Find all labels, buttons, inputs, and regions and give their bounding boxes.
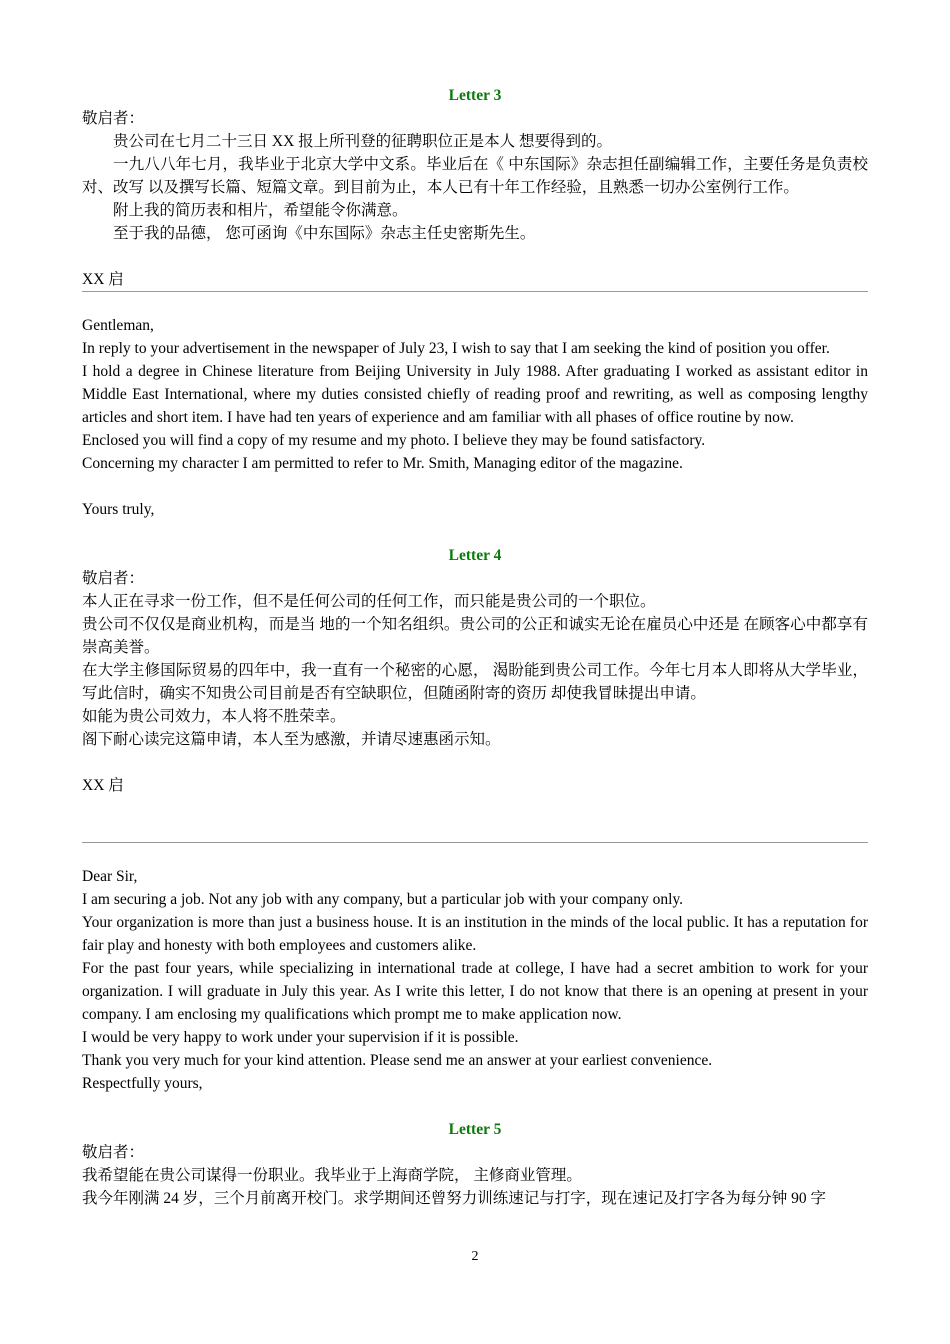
salutation-cn: 敬启者： <box>82 570 145 587</box>
paragraph-en: Thank you very much for your kind attention. Please send me an answer at your earliest convenience. <box>82 1052 713 1069</box>
letter-heading: Letter 3 <box>448 87 502 104</box>
salutation-cn: 敬启者： <box>82 110 145 127</box>
paragraph-en: I hold a degree in Chinese literature from Beijing University in July 1988. After graduating I worked as assistant editor in Middle East International, where my duties consisted chiefly of reading proof and rewriting, as well as composing lengthy articles and short item. I have had ten years of experience and am familiar with all phases of office routine by now. <box>82 363 868 426</box>
paragraph-en: For the past four years, while specializing in international trade at college, I have had a secret ambition to work for your organization. I will graduate in July this year. As I write this letter, I do not know that there is an opening at present in your company. I am enclosing my qualifications which prompt me to make application now. <box>82 960 868 1023</box>
paragraph-en: Concerning my character I am permitted to refer to Mr. Smith, Managing editor of the magazine. <box>82 455 683 472</box>
paragraph-cn: 阁下耐心读完这篇申请，本人至为感激，并请尽速惠函示知。 <box>82 731 501 748</box>
paragraph-cn: 本人正在寻求一份工作，但不是任何公司的任何工作，而只能是贵公司的一个职位。 <box>82 593 656 610</box>
paragraph-cn: 附上我的简历表和相片，希望能令你满意。 <box>113 202 408 219</box>
paragraph-cn: 如能为贵公司效力，本人将不胜荣幸。 <box>82 708 346 725</box>
page-number: 2 <box>471 1249 479 1264</box>
paragraph-cn: 至于我的品德， 您可函询《中东国际》杂志主任史密斯先生。 <box>113 225 536 242</box>
paragraph-cn: 我今年刚满 24 岁，三个月前离开校门。求学期间还曾努力训练速记与打字，现在速记及打字各为每分钟 90 字 <box>82 1190 827 1207</box>
signature-cn: XX 启 <box>82 777 124 794</box>
paragraph-cn: 我希望能在贵公司谋得一份职业。我毕业于上海商学院， 主修商业管理。 <box>82 1167 582 1184</box>
document-page <box>82 84 868 1210</box>
letter-heading: Letter 4 <box>448 547 502 564</box>
salutation-en: Gentleman, <box>82 317 154 334</box>
closing-en: Yours truly, <box>82 501 155 518</box>
paragraph-cn: 贵公司在七月二十三日 XX 报上所刊登的征聘职位正是本人 想要得到的。 <box>113 133 613 150</box>
paragraph-en: I am securing a job. Not any job with any company, but a particular job with your company only. <box>82 891 684 908</box>
paragraph-cn: 在大学主修国际贸易的四年中，我一直有一个秘密的心愿， 渴盼能到贵公司工作。今年七月本人即将从大学毕业，写此信时，确实不知贵公司目前是否有空缺职位，但随函附寄的资历 却使我冒昧提出申请。 <box>82 662 868 702</box>
salutation-cn: 敬启者： <box>82 1144 145 1161</box>
paragraph-cn: 一九八八年七月，我毕业于北京大学中文系。毕业后在《 中东国际》杂志担任副编辑工作，主要任务是负责校对、改写 以及撰写长篇、短篇文章。到目前为止，本人已有十年工作经验，且熟悉一切办公室例行工作。 <box>82 156 868 196</box>
paragraph-en: Your organization is more than just a business house. It is an institution in the minds of the local public. It has a reputation for fair play and honesty with both employees and customers alike. <box>82 914 868 954</box>
paragraph-cn: 贵公司不仅仅是商业机构，而是当 地的一个知名组织。贵公司的公正和诚实无论在雇员心中还是 在顾客心中都享有崇高美誉。 <box>82 616 868 656</box>
paragraph-en: Enclosed you will find a copy of my resume and my photo. I believe they may be found satisfactory. <box>82 432 706 449</box>
closing-en: Respectfully yours, <box>82 1075 203 1092</box>
letter-heading: Letter 5 <box>448 1121 502 1138</box>
signature-cn: XX 启 <box>82 271 124 288</box>
salutation-en: Dear Sir, <box>82 868 138 885</box>
paragraph-en: I would be very happy to work under your supervision if it is possible. <box>82 1029 519 1046</box>
paragraph-en: In reply to your advertisement in the newspaper of July 23, I wish to say that I am seeking the kind of position you offer. <box>82 340 830 357</box>
